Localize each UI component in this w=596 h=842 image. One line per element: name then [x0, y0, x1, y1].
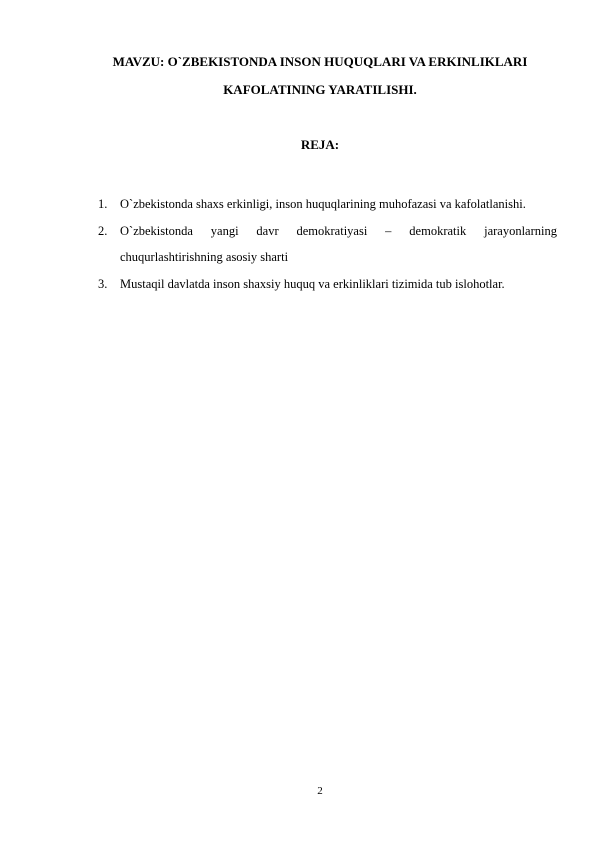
plan-item-number: 3.: [98, 277, 108, 291]
plan-item-text: Mustaqil davlatda inson shaxsiy huquq va erkinliklari tizimida tub islohotlar.: [120, 277, 505, 291]
plan-list: [98, 196, 557, 303]
plan-item-text: O`zbekistonda yangi davr demokratiyasi – demokratik jarayonlarning: [120, 224, 557, 238]
plan-item-text: O`zbekistonda shaxs erkinligi, inson huquqlarining muhofazasi va kafolatlanishi.: [120, 197, 526, 211]
plan-item-2: [98, 223, 557, 265]
page-number: 2: [317, 785, 323, 797]
document-title-line-1: MAVZU: O`ZBEKISTONDA INSON HUQUQLARI VA ERKINLIKLARI: [112, 54, 528, 69]
document-title-line-2: KAFOLATINING YARATILISHI.: [223, 82, 417, 97]
plan-item-3: [98, 276, 557, 292]
plan-item-number: 1.: [98, 197, 108, 211]
plan-item-1: [98, 196, 557, 212]
plan-item-text-continuation: chuqurlashtirishning asosiy sharti: [120, 250, 289, 264]
plan-heading: REJA:: [300, 137, 340, 152]
plan-item-number: 2.: [98, 224, 108, 238]
